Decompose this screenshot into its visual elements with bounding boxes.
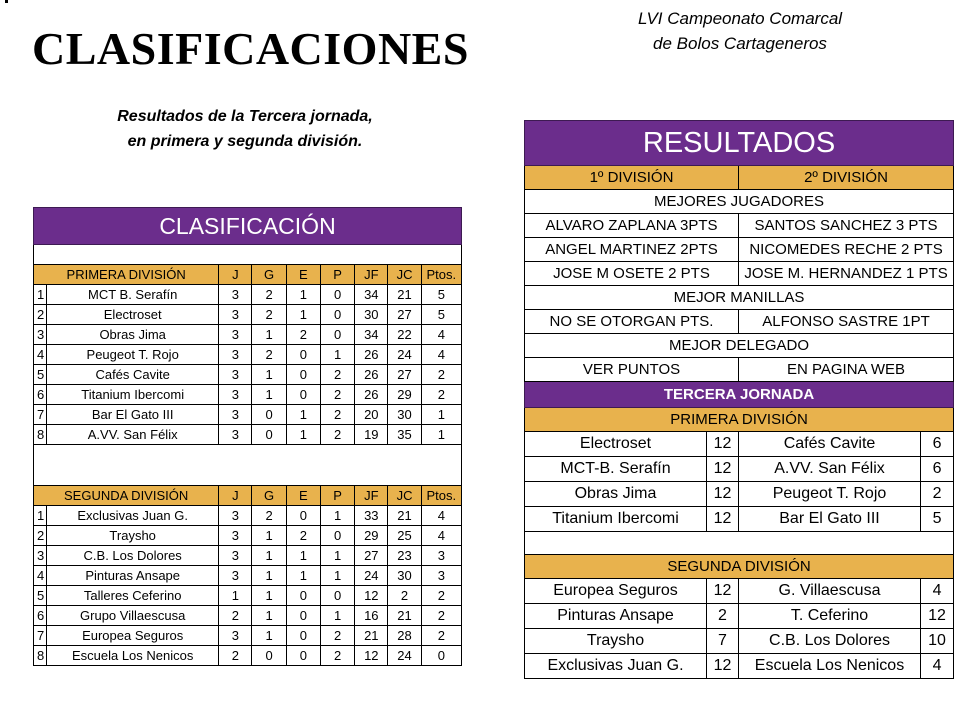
team-name-cell: A.VV. San Félix bbox=[47, 425, 219, 445]
results-title: RESULTADOS bbox=[525, 121, 954, 166]
home-team-cell: Europea Seguros bbox=[525, 579, 707, 604]
match-row bbox=[525, 507, 954, 532]
played-cell: 3 bbox=[219, 365, 252, 385]
best-delegate-header: MEJOR DELEGADO bbox=[525, 334, 954, 358]
team-name-cell: Bar El Gato III bbox=[47, 405, 219, 425]
away-score-cell: 4 bbox=[921, 579, 954, 604]
division-2-header: 2º DIVISIÓN bbox=[739, 166, 954, 190]
away-team-cell: Peugeot T. Rojo bbox=[739, 482, 921, 507]
table-row bbox=[34, 586, 462, 606]
home-team-cell: Traysho bbox=[525, 629, 707, 654]
games-against-cell: 23 bbox=[388, 546, 421, 566]
away-team-cell: T. Ceferino bbox=[739, 604, 921, 629]
games-for-cell: 24 bbox=[355, 566, 388, 586]
primera-header-row bbox=[34, 265, 462, 285]
drawn-cell: 1 bbox=[286, 566, 320, 586]
drawn-cell: 0 bbox=[286, 506, 320, 526]
match-row bbox=[525, 432, 954, 457]
drawn-cell: 0 bbox=[286, 385, 320, 405]
games-for-cell: 19 bbox=[355, 425, 388, 445]
lost-cell: 0 bbox=[320, 285, 354, 305]
won-cell: 2 bbox=[252, 305, 286, 325]
team-name-cell: MCT B. Serafín bbox=[47, 285, 219, 305]
points-cell: 3 bbox=[421, 546, 461, 566]
drawn-cell: 0 bbox=[286, 345, 320, 365]
classification-table bbox=[33, 207, 462, 666]
away-score-cell: 4 bbox=[921, 654, 954, 679]
games-for-cell: 12 bbox=[355, 646, 388, 666]
match-row bbox=[525, 457, 954, 482]
home-score-cell: 12 bbox=[707, 432, 739, 457]
points-cell: 2 bbox=[421, 586, 461, 606]
position-cell: 4 bbox=[34, 566, 47, 586]
away-score-cell: 10 bbox=[921, 629, 954, 654]
points-cell: 4 bbox=[421, 526, 461, 546]
points-cell: 4 bbox=[421, 345, 461, 365]
col-jf: JF bbox=[355, 486, 388, 506]
home-score-cell: 12 bbox=[707, 457, 739, 482]
position-cell: 3 bbox=[34, 546, 47, 566]
lost-cell: 2 bbox=[320, 646, 354, 666]
team-name-cell: Talleres Ceferino bbox=[47, 586, 219, 606]
lost-cell: 1 bbox=[320, 345, 354, 365]
jornada-title: TERCERA JORNADA bbox=[525, 382, 954, 408]
won-cell: 0 bbox=[252, 405, 286, 425]
col-e: E bbox=[286, 265, 320, 285]
team-name-cell: C.B. Los Dolores bbox=[47, 546, 219, 566]
table-row bbox=[34, 606, 462, 626]
position-cell: 3 bbox=[34, 325, 47, 345]
drawn-cell: 1 bbox=[286, 305, 320, 325]
lost-cell: 0 bbox=[320, 526, 354, 546]
drawn-cell: 2 bbox=[286, 325, 320, 345]
played-cell: 1 bbox=[219, 586, 252, 606]
match-row bbox=[525, 579, 954, 604]
drawn-cell: 0 bbox=[286, 626, 320, 646]
col-jc: JC bbox=[388, 486, 421, 506]
page-title: CLASIFICACIONES bbox=[32, 23, 469, 74]
col-jc: JC bbox=[388, 265, 421, 285]
home-team-cell: Exclusivas Juan G. bbox=[525, 654, 707, 679]
subtitle-line-2: en primera y segunda división. bbox=[127, 133, 363, 150]
won-cell: 1 bbox=[252, 325, 286, 345]
points-cell: 4 bbox=[421, 325, 461, 345]
lost-cell: 2 bbox=[320, 626, 354, 646]
position-cell: 5 bbox=[34, 365, 47, 385]
games-for-cell: 12 bbox=[355, 586, 388, 606]
col-ptos: Ptos. bbox=[421, 486, 461, 506]
away-team-cell: Bar El Gato III bbox=[739, 507, 921, 532]
results-table bbox=[524, 120, 954, 679]
home-team-cell: Electroset bbox=[525, 432, 707, 457]
position-cell: 8 bbox=[34, 646, 47, 666]
blank-row bbox=[34, 245, 462, 265]
drawn-cell: 0 bbox=[286, 365, 320, 385]
table-row bbox=[34, 285, 462, 305]
played-cell: 3 bbox=[219, 285, 252, 305]
won-cell: 0 bbox=[252, 425, 286, 445]
table-row bbox=[34, 506, 462, 526]
points-cell: 5 bbox=[421, 305, 461, 325]
points-cell: 1 bbox=[421, 405, 461, 425]
games-against-cell: 35 bbox=[388, 425, 421, 445]
position-cell: 6 bbox=[34, 606, 47, 626]
points-cell: 0 bbox=[421, 646, 461, 666]
primera-division-label: PRIMERA DIVISIÓN bbox=[34, 265, 219, 285]
position-cell: 4 bbox=[34, 345, 47, 365]
home-team-cell: Titanium Ibercomi bbox=[525, 507, 707, 532]
points-cell: 5 bbox=[421, 285, 461, 305]
away-team-cell: Cafés Cavite bbox=[739, 432, 921, 457]
home-score-cell: 2 bbox=[707, 604, 739, 629]
table-row bbox=[34, 405, 462, 425]
team-name-cell: Grupo Villaescusa bbox=[47, 606, 219, 626]
col-p: P bbox=[320, 265, 354, 285]
home-score-cell: 12 bbox=[707, 507, 739, 532]
delegate-div2: EN PAGINA WEB bbox=[739, 358, 954, 382]
team-name-cell: Peugeot T. Rojo bbox=[47, 345, 219, 365]
position-cell: 8 bbox=[34, 425, 47, 445]
segunda-division-results-header: SEGUNDA DIVISIÓN bbox=[525, 555, 954, 579]
best-players-header: MEJORES JUGADORES bbox=[525, 190, 954, 214]
games-against-cell: 21 bbox=[388, 285, 421, 305]
home-score-cell: 7 bbox=[707, 629, 739, 654]
home-score-cell: 12 bbox=[707, 482, 739, 507]
position-cell: 6 bbox=[34, 385, 47, 405]
played-cell: 3 bbox=[219, 506, 252, 526]
table-row bbox=[34, 646, 462, 666]
drawn-cell: 0 bbox=[286, 586, 320, 606]
won-cell: 1 bbox=[252, 385, 286, 405]
team-name-cell: Escuela Los Nenicos bbox=[47, 646, 219, 666]
event-line-2: de Bolos Cartageneros bbox=[653, 34, 827, 53]
best-player-div2: NICOMEDES RECHE 2 PTS bbox=[739, 238, 954, 262]
lost-cell: 2 bbox=[320, 385, 354, 405]
won-cell: 0 bbox=[252, 646, 286, 666]
table-row bbox=[34, 385, 462, 405]
team-name-cell: Electroset bbox=[47, 305, 219, 325]
home-team-cell: Pinturas Ansape bbox=[525, 604, 707, 629]
played-cell: 3 bbox=[219, 626, 252, 646]
games-against-cell: 24 bbox=[388, 345, 421, 365]
table-row bbox=[34, 626, 462, 646]
away-team-cell: C.B. Los Dolores bbox=[739, 629, 921, 654]
points-cell: 3 bbox=[421, 566, 461, 586]
col-g: G bbox=[252, 486, 286, 506]
games-for-cell: 34 bbox=[355, 285, 388, 305]
division-1-header: 1º DIVISIÓN bbox=[525, 166, 739, 190]
away-score-cell: 6 bbox=[921, 457, 954, 482]
points-cell: 2 bbox=[421, 385, 461, 405]
games-for-cell: 16 bbox=[355, 606, 388, 626]
team-name-cell: Exclusivas Juan G. bbox=[47, 506, 219, 526]
spacer-row bbox=[525, 532, 954, 555]
drawn-cell: 0 bbox=[286, 606, 320, 626]
team-name-cell: Pinturas Ansape bbox=[47, 566, 219, 586]
points-cell: 2 bbox=[421, 365, 461, 385]
position-cell: 2 bbox=[34, 305, 47, 325]
won-cell: 2 bbox=[252, 506, 286, 526]
games-for-cell: 34 bbox=[355, 325, 388, 345]
position-cell: 1 bbox=[34, 506, 47, 526]
games-against-cell: 30 bbox=[388, 405, 421, 425]
team-name-cell: Europea Seguros bbox=[47, 626, 219, 646]
team-name-cell: Obras Jima bbox=[47, 325, 219, 345]
away-team-cell: Escuela Los Nenicos bbox=[739, 654, 921, 679]
best-player-div1: ALVARO ZAPLANA 3PTS bbox=[525, 214, 739, 238]
drawn-cell: 1 bbox=[286, 405, 320, 425]
col-ptos: Ptos. bbox=[421, 265, 461, 285]
away-score-cell: 5 bbox=[921, 507, 954, 532]
lost-cell: 0 bbox=[320, 305, 354, 325]
lost-cell: 0 bbox=[320, 325, 354, 345]
games-against-cell: 2 bbox=[388, 586, 421, 606]
points-cell: 2 bbox=[421, 626, 461, 646]
home-team-cell: Obras Jima bbox=[525, 482, 707, 507]
subtitle-line-1: Resultados de la Tercera jornada, bbox=[117, 108, 373, 125]
home-score-cell: 12 bbox=[707, 579, 739, 604]
played-cell: 3 bbox=[219, 566, 252, 586]
manillas-div2: ALFONSO SASTRE 1PT bbox=[739, 310, 954, 334]
games-against-cell: 21 bbox=[388, 506, 421, 526]
won-cell: 1 bbox=[252, 566, 286, 586]
event-name bbox=[600, 6, 880, 56]
corner-mark bbox=[5, 0, 8, 3]
col-j: J bbox=[219, 486, 252, 506]
drawn-cell: 2 bbox=[286, 526, 320, 546]
games-against-cell: 22 bbox=[388, 325, 421, 345]
points-cell: 1 bbox=[421, 425, 461, 445]
games-for-cell: 21 bbox=[355, 626, 388, 646]
best-player-div1: JOSE M OSETE 2 PTS bbox=[525, 262, 739, 286]
lost-cell: 1 bbox=[320, 506, 354, 526]
games-against-cell: 25 bbox=[388, 526, 421, 546]
home-score-cell: 12 bbox=[707, 654, 739, 679]
lost-cell: 0 bbox=[320, 586, 354, 606]
lost-cell: 1 bbox=[320, 566, 354, 586]
position-cell: 2 bbox=[34, 526, 47, 546]
segunda-division-label: SEGUNDA DIVISIÓN bbox=[34, 486, 219, 506]
drawn-cell: 1 bbox=[286, 425, 320, 445]
games-against-cell: 29 bbox=[388, 385, 421, 405]
best-manillas-header: MEJOR MANILLAS bbox=[525, 286, 954, 310]
table-row bbox=[34, 546, 462, 566]
team-name-cell: Titanium Ibercomi bbox=[47, 385, 219, 405]
table-row bbox=[34, 305, 462, 325]
match-row bbox=[525, 629, 954, 654]
played-cell: 3 bbox=[219, 325, 252, 345]
team-name-cell: Cafés Cavite bbox=[47, 365, 219, 385]
lost-cell: 2 bbox=[320, 405, 354, 425]
segunda-header-row bbox=[34, 486, 462, 506]
played-cell: 2 bbox=[219, 606, 252, 626]
won-cell: 2 bbox=[252, 345, 286, 365]
games-for-cell: 33 bbox=[355, 506, 388, 526]
table-row bbox=[34, 325, 462, 345]
match-row bbox=[525, 604, 954, 629]
won-cell: 1 bbox=[252, 365, 286, 385]
position-cell: 5 bbox=[34, 586, 47, 606]
away-team-cell: G. Villaescusa bbox=[739, 579, 921, 604]
primera-division-results-header: PRIMERA DIVISIÓN bbox=[525, 408, 954, 432]
best-player-div2: SANTOS SANCHEZ 3 PTS bbox=[739, 214, 954, 238]
points-cell: 2 bbox=[421, 606, 461, 626]
games-against-cell: 30 bbox=[388, 566, 421, 586]
col-jf: JF bbox=[355, 265, 388, 285]
games-against-cell: 27 bbox=[388, 365, 421, 385]
col-p: P bbox=[320, 486, 354, 506]
match-row bbox=[525, 482, 954, 507]
won-cell: 1 bbox=[252, 606, 286, 626]
games-against-cell: 28 bbox=[388, 626, 421, 646]
best-player-div2: JOSE M. HERNANDEZ 1 PTS bbox=[739, 262, 954, 286]
col-e: E bbox=[286, 486, 320, 506]
col-j: J bbox=[219, 265, 252, 285]
team-name-cell: Traysho bbox=[47, 526, 219, 546]
away-team-cell: A.VV. San Félix bbox=[739, 457, 921, 482]
games-for-cell: 20 bbox=[355, 405, 388, 425]
games-for-cell: 29 bbox=[355, 526, 388, 546]
away-score-cell: 12 bbox=[921, 604, 954, 629]
table-row bbox=[34, 566, 462, 586]
home-team-cell: MCT-B. Serafín bbox=[525, 457, 707, 482]
games-for-cell: 27 bbox=[355, 546, 388, 566]
drawn-cell: 1 bbox=[286, 285, 320, 305]
games-for-cell: 26 bbox=[355, 345, 388, 365]
games-for-cell: 26 bbox=[355, 365, 388, 385]
table-row bbox=[34, 365, 462, 385]
drawn-cell: 1 bbox=[286, 546, 320, 566]
games-against-cell: 27 bbox=[388, 305, 421, 325]
points-cell: 4 bbox=[421, 506, 461, 526]
away-score-cell: 2 bbox=[921, 482, 954, 507]
won-cell: 1 bbox=[252, 626, 286, 646]
page-subtitle bbox=[70, 104, 420, 154]
games-for-cell: 26 bbox=[355, 385, 388, 405]
lost-cell: 1 bbox=[320, 546, 354, 566]
best-player-div1: ANGEL MARTINEZ 2PTS bbox=[525, 238, 739, 262]
match-row bbox=[525, 654, 954, 679]
event-line-1: LVI Campeonato Comarcal bbox=[637, 9, 843, 28]
games-against-cell: 24 bbox=[388, 646, 421, 666]
manillas-div1: NO SE OTORGAN PTS. bbox=[525, 310, 739, 334]
lost-cell: 2 bbox=[320, 365, 354, 385]
drawn-cell: 0 bbox=[286, 646, 320, 666]
lost-cell: 2 bbox=[320, 425, 354, 445]
position-cell: 7 bbox=[34, 405, 47, 425]
delegate-div1: VER PUNTOS bbox=[525, 358, 739, 382]
games-for-cell: 30 bbox=[355, 305, 388, 325]
gap-row bbox=[34, 445, 462, 486]
col-g: G bbox=[252, 265, 286, 285]
won-cell: 1 bbox=[252, 586, 286, 606]
lost-cell: 1 bbox=[320, 606, 354, 626]
played-cell: 3 bbox=[219, 546, 252, 566]
played-cell: 3 bbox=[219, 385, 252, 405]
table-row bbox=[34, 526, 462, 546]
played-cell: 3 bbox=[219, 425, 252, 445]
won-cell: 1 bbox=[252, 546, 286, 566]
classification-title: CLASIFICACIÓN bbox=[34, 208, 462, 245]
played-cell: 3 bbox=[219, 305, 252, 325]
played-cell: 3 bbox=[219, 405, 252, 425]
table-row bbox=[34, 345, 462, 365]
played-cell: 2 bbox=[219, 646, 252, 666]
played-cell: 3 bbox=[219, 345, 252, 365]
won-cell: 1 bbox=[252, 526, 286, 546]
position-cell: 7 bbox=[34, 626, 47, 646]
played-cell: 3 bbox=[219, 526, 252, 546]
table-row bbox=[34, 425, 462, 445]
away-score-cell: 6 bbox=[921, 432, 954, 457]
position-cell: 1 bbox=[34, 285, 47, 305]
won-cell: 2 bbox=[252, 285, 286, 305]
games-against-cell: 21 bbox=[388, 606, 421, 626]
